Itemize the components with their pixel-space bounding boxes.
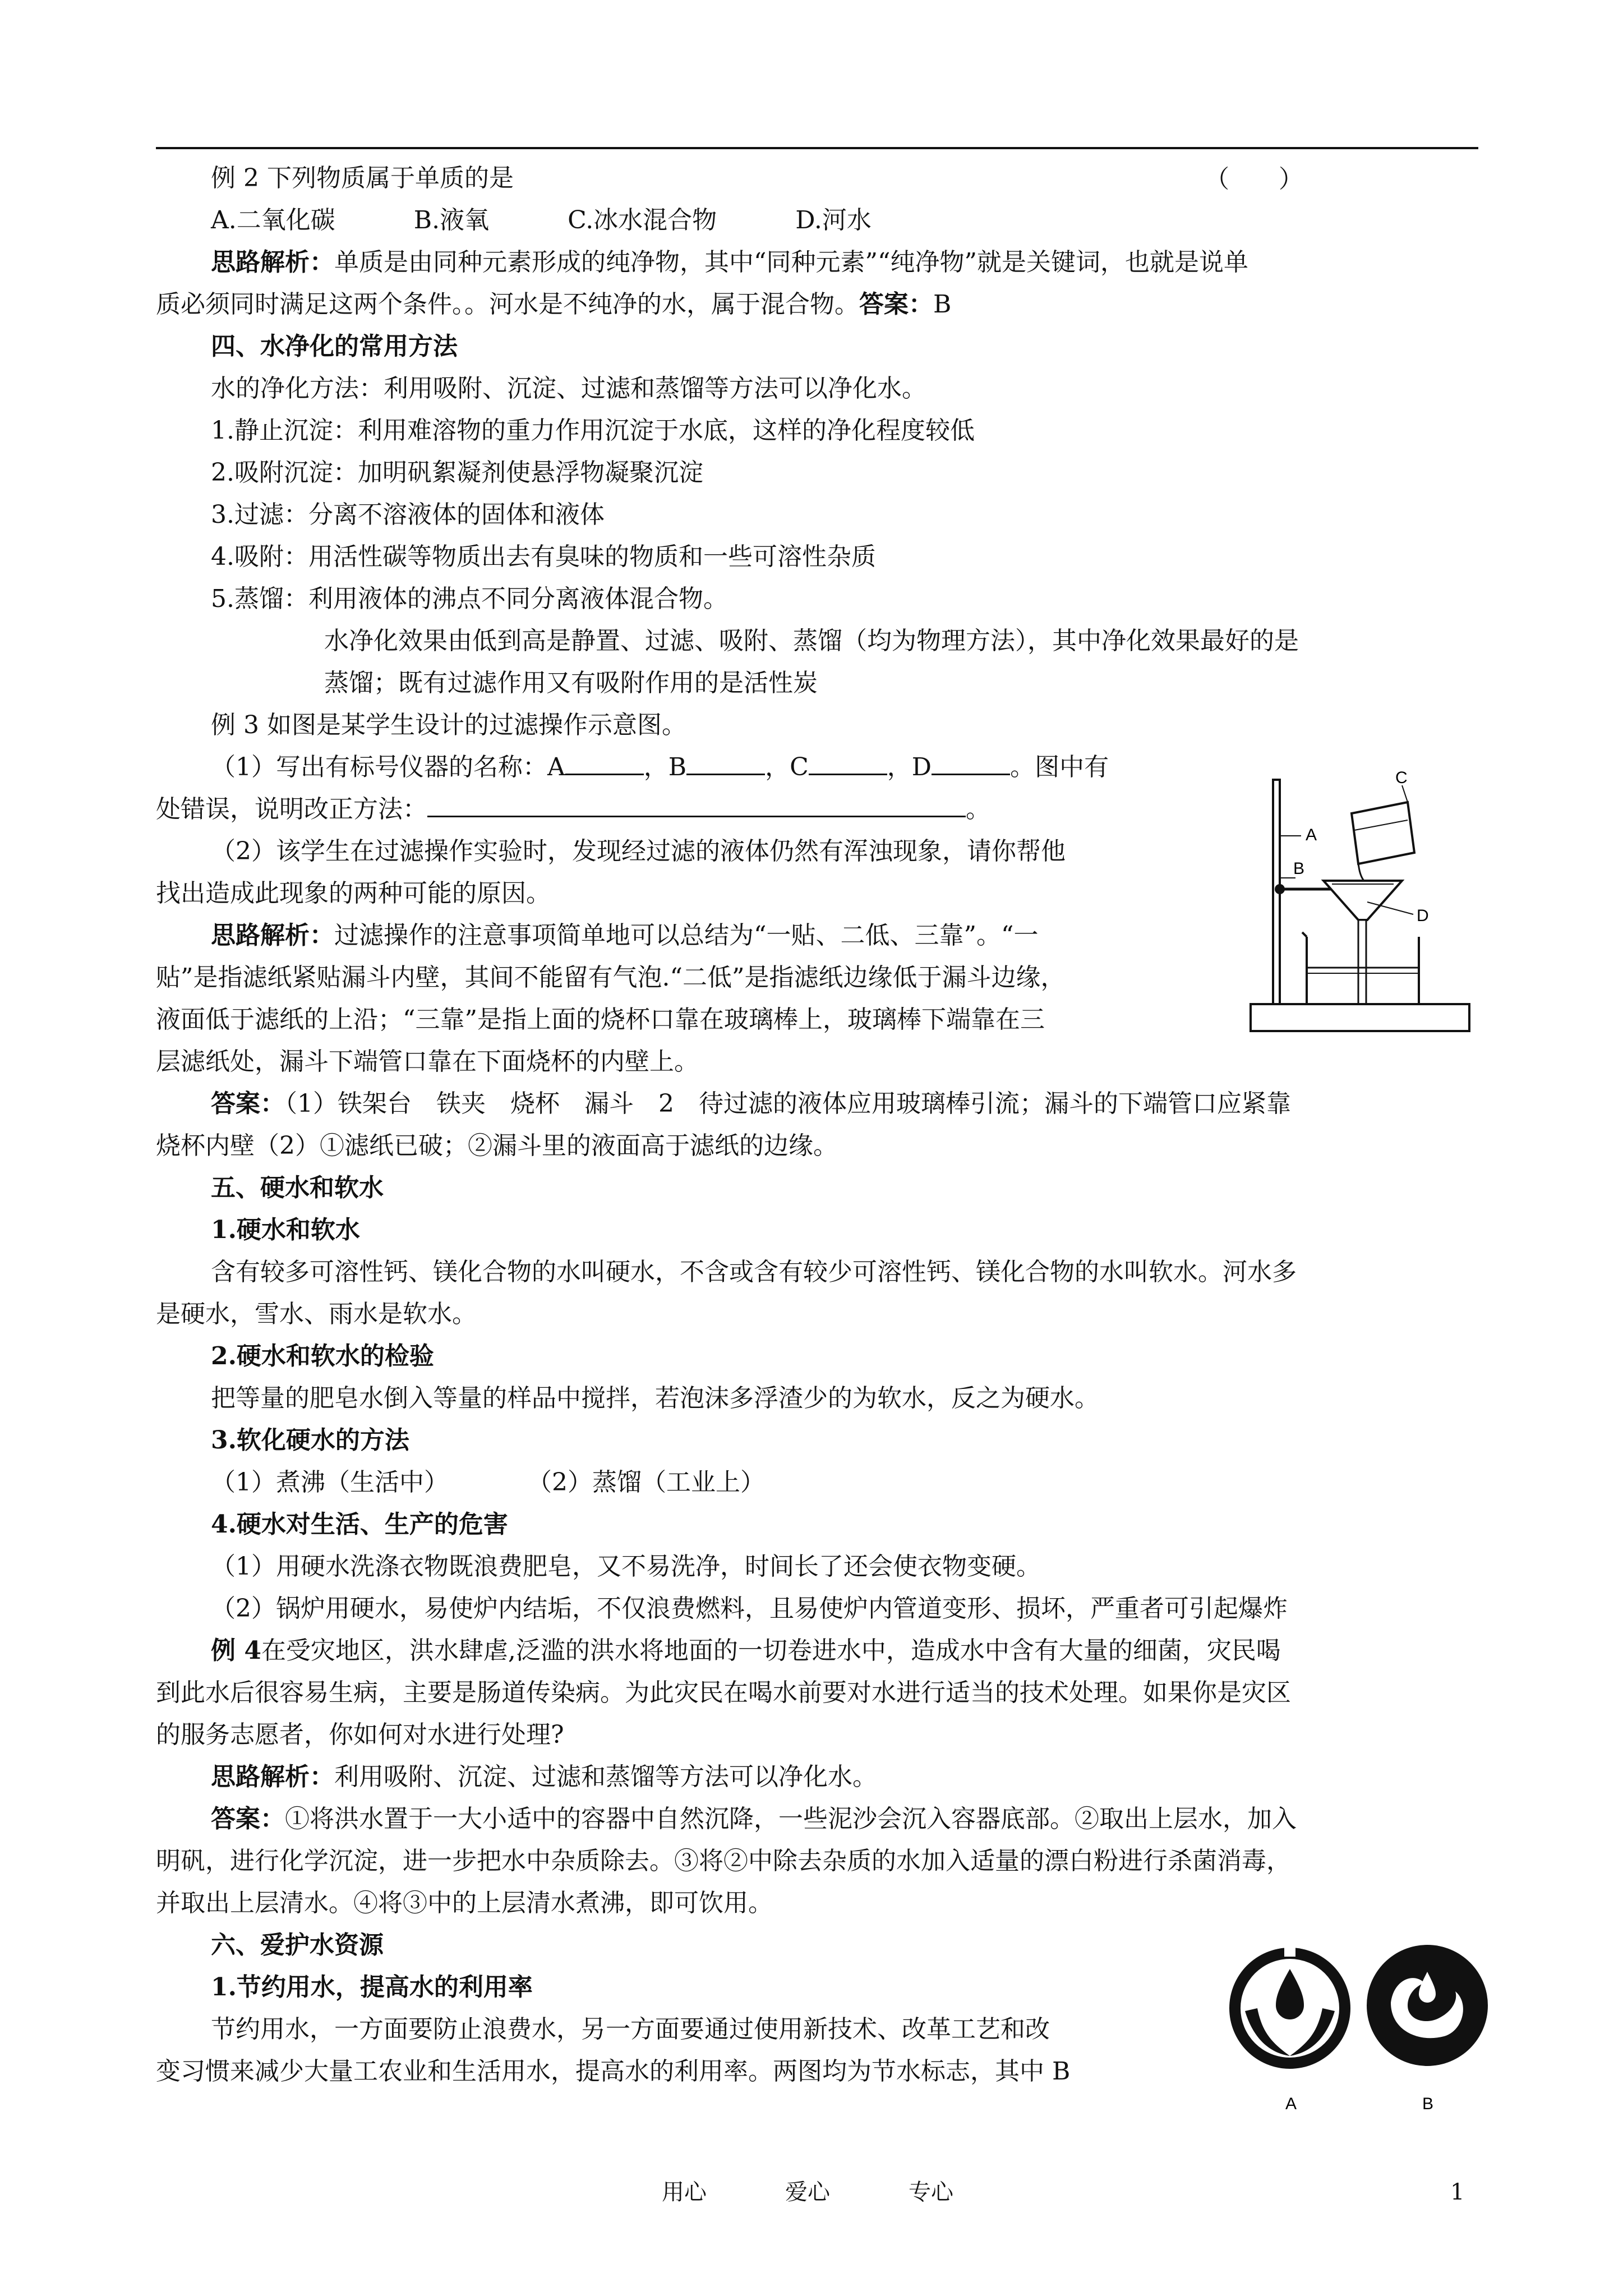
page-number: 1 bbox=[1450, 2179, 1465, 2205]
stand-base bbox=[1251, 1004, 1469, 1031]
example3-analysis-2: 贴”是指滤纸紧贴漏斗内壁，其间不能留有气泡.“二低”是指滤纸边缘低于漏斗边缘， bbox=[156, 963, 1066, 992]
section4-intro: 水的净化方法：利用吸附、沉淀、过滤和蒸馏等方法可以净化水。 bbox=[211, 374, 926, 403]
blank-d[interactable] bbox=[932, 749, 1010, 775]
section6-text: 节约用水，一方面要防止浪费水，另一方面要通过使用新技术、改革工艺和改 bbox=[211, 2015, 1050, 2044]
section4-title: 四、水净化的常用方法 bbox=[211, 332, 458, 361]
option-c: C.冰水混合物 bbox=[568, 206, 717, 234]
section6-text-2: 变习惯来减少大量工农业和生活用水，提高水的利用率。两图均为节水标志，其中 B bbox=[156, 2057, 1071, 2086]
funnel bbox=[1324, 881, 1402, 920]
section5-title: 五、硬水和软水 bbox=[211, 1174, 384, 1202]
blank-c[interactable] bbox=[809, 749, 887, 775]
answer-label: 答案： bbox=[211, 1089, 285, 1118]
analysis-label: 思路解析： bbox=[211, 248, 334, 277]
section4-item-5: 5.蒸馏：利用液体的沸点不同分离液体混合物。 bbox=[211, 585, 728, 613]
section4-item-3: 3.过滤：分离不溶液体的固体和液体 bbox=[211, 500, 605, 529]
section5-sub1: 1.硬水和软水 bbox=[211, 1216, 360, 1244]
footer-motto-1: 用心 bbox=[662, 2179, 707, 2205]
section5-sub1-text-2: 是硬水，雪水、雨水是软水。 bbox=[156, 1300, 477, 1328]
example2-analysis: 思路解析：单质是由同种元素形成的纯净物，其中“同种元素”“纯净物”就是关键词，也就是说单 bbox=[211, 248, 1248, 277]
example4-question-2: 到此水后很容易生病，主要是肠道传染病。为此灾民在喝水前要对水进行适当的技术处理。如果你是灾区 bbox=[156, 1678, 1291, 1707]
section5-sub4: 4.硬水对生活、生产的危害 bbox=[211, 1510, 508, 1539]
section6-title: 六、爱护水资源 bbox=[211, 1931, 384, 1959]
section4-note-1: 水净化效果由低到高是静置、过滤、吸附、蒸馏（均为物理方法），其中净化效果最好的是 bbox=[324, 627, 1299, 655]
filtration-apparatus-figure bbox=[1239, 769, 1486, 1049]
logo-label-a: A bbox=[1285, 2095, 1297, 2113]
figure-label-d: D bbox=[1417, 907, 1429, 925]
example3-analysis-3: 液面低于滤纸的上沿；“三靠”是指上面的烧杯口靠在玻璃棒上，玻璃棒下端靠在三 bbox=[156, 1005, 1045, 1034]
example4-answer: 答案：①将洪水置于一大小适中的容器中自然沉降，一些泥沙会沉入容器底部。②取出上层水，加入 bbox=[211, 1805, 1297, 1833]
example3-q2-line2: 找出造成此现象的两种可能的原因。 bbox=[156, 879, 551, 908]
main-content bbox=[156, 157, 1479, 2092]
logo-label-b: B bbox=[1422, 2095, 1434, 2113]
section5-sub2: 2.硬水和软水的检验 bbox=[211, 1342, 434, 1370]
example3-answer: 答案：（1）铁架台 铁夹 烧杯 漏斗 2 待过滤的液体应用玻璃棒引流；漏斗的下端管口应紧靠 bbox=[211, 1089, 1291, 1118]
answer-bracket: （ ） bbox=[1205, 165, 1303, 194]
example3-q2: （2）该学生在过滤操作实验时，发现经过滤的液体仍然有浑浊现象，请你帮他 bbox=[211, 837, 1066, 866]
header-rule bbox=[156, 147, 1478, 149]
example2-answer: B bbox=[933, 290, 952, 319]
example4-label: 例 4 bbox=[211, 1636, 261, 1665]
section5-sub4-item2: （2）锅炉用硬水，易使炉内结垢，不仅浪费燃料，且易使炉内管道变形、损坏，严重者可引起爆炸 bbox=[211, 1594, 1288, 1623]
example3-q1-line2: 处错误，说明改正方法： 。 bbox=[156, 788, 1479, 830]
funnel-stem bbox=[1358, 920, 1366, 1004]
section5-sub3-options: （1）煮沸（生活中） （2）蒸馏（工业上） bbox=[211, 1468, 765, 1497]
section5-sub2-text: 把等量的肥皂水倒入等量的样品中搅拌，若泡沫多浮渣少的为软水，反之为硬水。 bbox=[211, 1384, 1099, 1412]
water-saving-logo-b bbox=[1367, 1945, 1488, 2066]
example4-question-3: 的服务志愿者，你如何对水进行处理? bbox=[156, 1720, 564, 1749]
answer-label: 答案： bbox=[211, 1805, 285, 1833]
section4-note-2: 蒸馏；既有过滤作用又有吸附作用的是活性炭 bbox=[324, 669, 818, 697]
example2-question: 例 2 下列物质属于单质的是 bbox=[211, 164, 514, 192]
section5-sub1-text: 含有较多可溶性钙、镁化合物的水叫硬水，不含或含有较少可溶性钙、镁化合物的水叫软水。河水多 bbox=[211, 1258, 1297, 1286]
example3-q1: （1）写出有标号仪器的名称：A ，B ，C ，D 。图中有 bbox=[156, 746, 1479, 788]
water-saving-logo-a bbox=[1229, 1944, 1350, 2069]
pouring-beaker bbox=[1352, 802, 1414, 881]
section5-sub4-item1: （1）用硬水洗涤衣物既浪费肥皂，又不易洗净，时间长了还会使衣物变硬。 bbox=[211, 1552, 1041, 1581]
example3-analysis: 思路解析：过滤操作的注意事项简单地可以总结为“一贴、二低、三靠”。“一 bbox=[211, 921, 1039, 950]
water-saving-logos bbox=[1223, 1941, 1492, 2126]
section4-item-4: 4.吸附：用活性碳等物质出去有臭味的物质和一些可溶性杂质 bbox=[211, 542, 876, 571]
figure-label-b: B bbox=[1293, 859, 1305, 878]
example4-analysis: 思路解析：利用吸附、沉淀、过滤和蒸馏等方法可以净化水。 bbox=[211, 1763, 877, 1791]
blank-b[interactable] bbox=[686, 749, 765, 775]
example3-answer-2: 烧杯内壁（2）①滤纸已破；②漏斗里的液面高于滤纸的边缘。 bbox=[156, 1131, 838, 1160]
option-b: B.液氧 bbox=[413, 206, 490, 234]
example3-analysis-4: 层滤纸处，漏斗下端管口靠在下面烧杯的内壁上。 bbox=[156, 1047, 699, 1076]
footer-motto-2: 爱心 bbox=[785, 2179, 830, 2205]
option-a: A.二氧化碳 bbox=[211, 206, 335, 234]
example2-options bbox=[156, 199, 1479, 241]
blank-a[interactable] bbox=[565, 749, 644, 775]
answer-label: 答案： bbox=[859, 290, 933, 319]
analysis-label: 思路解析： bbox=[211, 1763, 334, 1791]
section5-sub3: 3.软化硬水的方法 bbox=[211, 1426, 409, 1455]
section6-sub1: 1.节约用水，提高水的利用率 bbox=[211, 1973, 533, 2001]
section4-item-1: 1.静止沉淀：利用难溶物的重力作用沉淀于水底，这样的净化程度较低 bbox=[211, 416, 975, 445]
figure-label-a: A bbox=[1306, 826, 1317, 844]
example4-answer-3: 并取出上层清水。④将③中的上层清水煮沸，即可饮用。 bbox=[156, 1889, 773, 1917]
blank-correction[interactable] bbox=[427, 791, 966, 817]
example2-analysis-cont: 质必须同时满足这两个条件。。河水是不纯净的水，属于混合物。答案：B bbox=[156, 290, 952, 319]
example4-question: 例 4在受灾地区，洪水肆虐,泛滥的洪水将地面的一切卷进水中，造成水中含有大量的细菌，灾民喝 bbox=[211, 1636, 1281, 1665]
figure-label-c: C bbox=[1395, 769, 1408, 787]
section4-item-2: 2.吸附沉淀：加明矾絮凝剂使悬浮物凝聚沉淀 bbox=[211, 458, 703, 487]
example3-title: 例 3 如图是某学生设计的过滤操作示意图。 bbox=[211, 711, 686, 739]
option-d: D.河水 bbox=[795, 206, 872, 234]
analysis-label: 思路解析： bbox=[211, 921, 334, 950]
example4-answer-2: 明矾，进行化学沉淀，进一步把水中杂质除去。③将②中除去杂质的水加入适量的漂白粉进行杀菌消毒， bbox=[156, 1847, 1291, 1875]
footer-motto bbox=[662, 2175, 953, 2209]
footer-motto-3: 专心 bbox=[909, 2179, 953, 2205]
